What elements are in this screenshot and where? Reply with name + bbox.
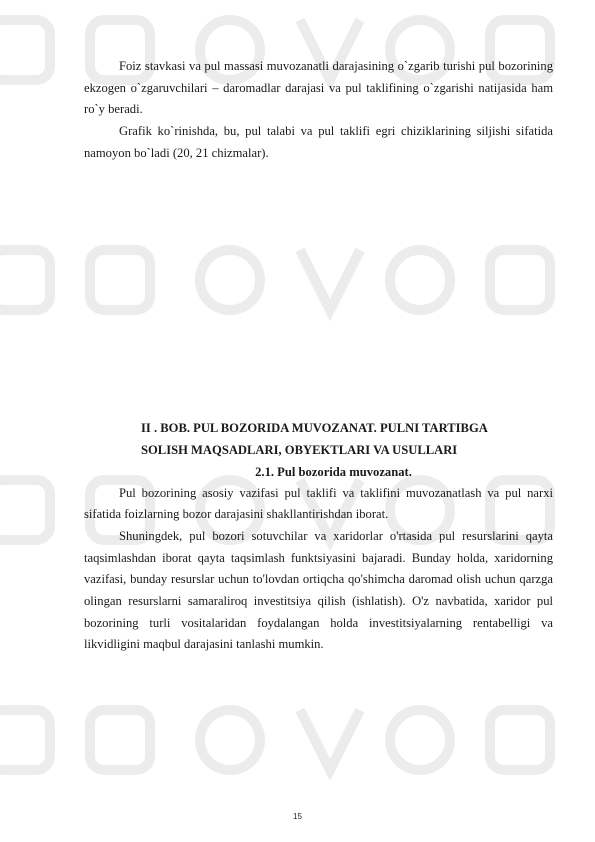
section-heading: 2.1. Pul bozorida muvozanat.	[255, 464, 412, 479]
page-number: 15	[293, 812, 302, 821]
paragraph: Pul bozorining asosiy vazifasi pul taklifi va taklifini muvozanatlash va pul narxi sifatida foizlarning bozor darajasini shakllantirishdan iborat.	[84, 485, 553, 522]
paragraph: Grafik ko`rinishda, bu, pul talabi va pul taklifi egri chiziklarining siljishi sifatida namoyon bo`ladi (20, 21 chizmalar).	[84, 124, 553, 160]
chapter-heading-line-2: SOLISH MAQSADLARI, OBYEKTLARI VA USULLARI	[141, 442, 458, 457]
chapter-heading-line-1: II . BOB. PUL BOZORIDA MUVOZANAT. PULNI TARTIBGA	[141, 420, 488, 435]
paragraph: Foiz stavkasi va pul massasi muvozanatli darajasining o`zgarib turishi pul bozorining ekzogen o`zgaruvchilari – daromadlar darajasi va pul taklifining o`zgarishi natijasida ham ro`y beradi.	[84, 59, 553, 117]
paragraph: Shuningdek, pul bozori sotuvchilar va xaridorlar o'rtasida pul resurslarini qayta taqsimlashdan iborat qayta taqsimlash funktsiyasini bajaradi. Bunday holda, xaridorning vazifasi, bunday resurslar uchun to'lovdan ortiqcha qo'shimcha daromad olish uchun qarzga olingan resurslarni samaraliroq investitsiya qilish (ishlatish). O'z navbatida, xaridor pul bozorining turli vositalaridan foydalangan holda investitsiyalarning rentabelligi va likvidligini maqbul darajasini tanlashi mumkin.	[84, 528, 553, 652]
page-content	[84, 56, 553, 656]
figure-area-blank	[84, 165, 553, 417]
chapter-heading	[141, 417, 553, 461]
